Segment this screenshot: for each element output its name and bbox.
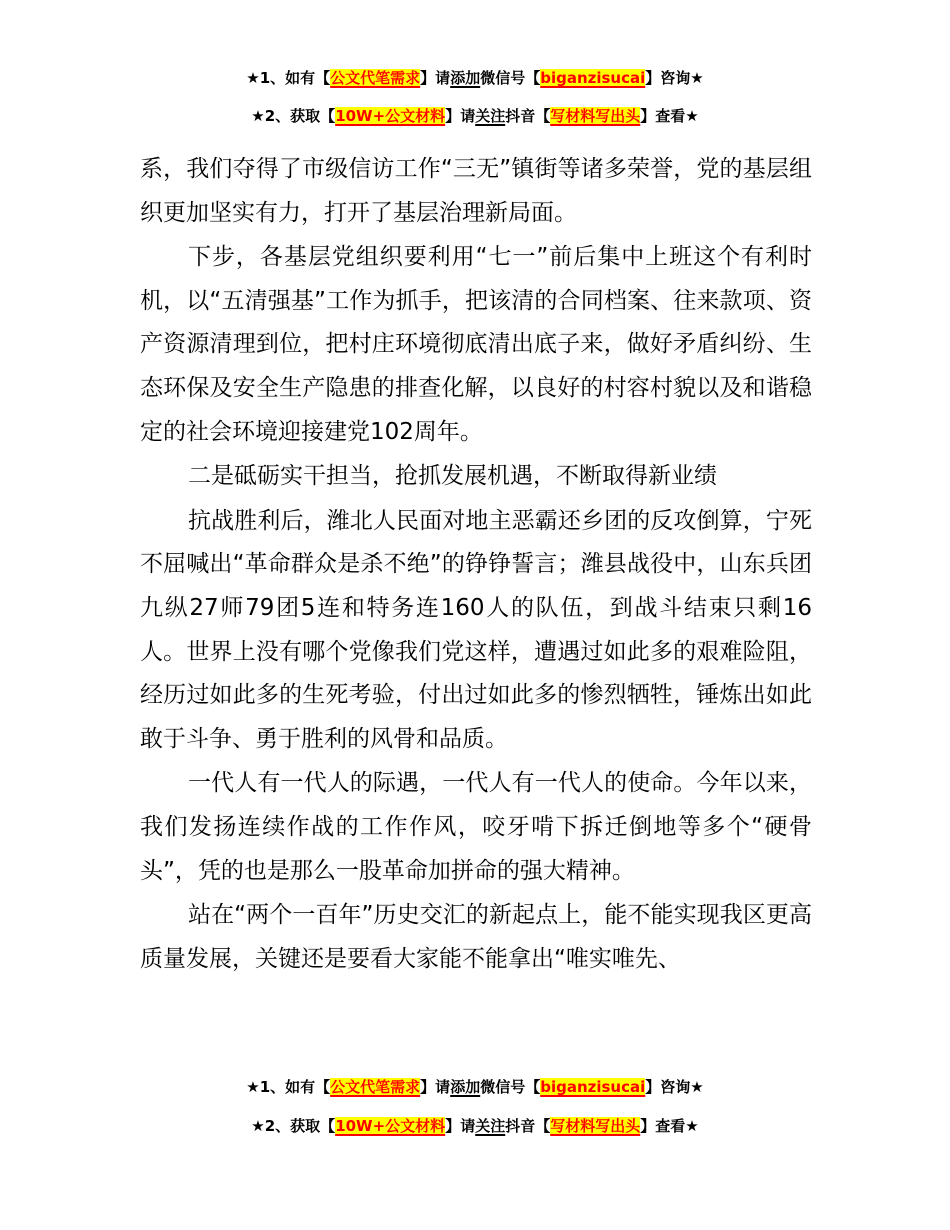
promo-text: 微信号【 [480,69,541,87]
add-underlined-text: 添加 [450,69,481,87]
document-body [140,148,812,982]
promo-text: 抖音【 [505,1117,551,1135]
promo-prefix: ★1、如有【 [246,1078,331,1096]
promo-text: 微信号【 [480,1078,541,1096]
body-paragraph: 系，我们夺得了市级信访工作“三无”镇街等诸多荣誉，党的基层组织更加坚实有力，打开了基层治理新局面。 [140,156,812,226]
promo-prefix: ★1、如有【 [246,69,331,87]
promo-text: 】请 [445,1117,476,1135]
body-paragraph: 下步，各基层党组织要利用“七一”前后集中上班这个有利时机，以“五清强基”工作为抓手，把该清的合同档案、往来款项、资产资源清理到位，把村庄环境彻底清出底子来，做好矛盾纠纷、生态环保及安全生产隐患的排查化解，以良好的村容村貌以及和谐稳定的社会环境迎接建党102周年。 [140,244,812,445]
promo-text: 】请 [420,69,451,87]
add-underlined-text: 添加 [450,1078,481,1096]
ghostwriting-service-highlight: 公文代笔需求 [330,1078,421,1096]
promo-suffix: 】咨询★ [645,1078,704,1096]
footer-promo-line-1 [0,1075,950,1099]
materials-highlight: 10W+公文材料 [335,1117,446,1135]
body-paragraph: 一代人有一代人的际遇，一代人有一代人的使命。今年以来，我们发扬连续作战的工作作风，咬牙啃下拆迁倒地等多个“硬骨头”，凭的也是那么一股革命加拼命的强大精神。 [140,770,812,884]
promo-suffix: 】查看★ [640,1117,699,1135]
body-paragraph: 站在“两个一百年”历史交汇的新起点上，能不能实现我区更高质量发展，关键还是要看大家能不能拿出“唯实唯先、 [140,902,812,972]
douyin-account-highlight: 写材料写出头 [550,107,641,125]
wechat-id-highlight: biganzisucai [540,69,646,87]
header-promo-line-1 [0,66,950,90]
promo-text: 】请 [445,107,476,125]
promo-prefix: ★2、获取【 [251,1117,336,1135]
header-promo-line-2 [0,104,950,128]
promo-suffix: 】查看★ [640,107,699,125]
ghostwriting-service-highlight: 公文代笔需求 [330,69,421,87]
footer-promo-line-2 [0,1114,950,1138]
douyin-account-highlight: 写材料写出头 [550,1117,641,1135]
promo-suffix: 】咨询★ [645,69,704,87]
promo-prefix: ★2、获取【 [251,107,336,125]
materials-highlight: 10W+公文材料 [335,107,446,125]
body-paragraph: 抗战胜利后，潍北人民面对地主恶霸还乡团的反攻倒算，宁死不屈喊出“革命群众是杀不绝”的铮铮誓言；潍县战役中，山东兵团九纵27师79团5连和特务连160人的队伍，到战斗结束只剩16人。世界上没有哪个党像我们党这样，遭遇过如此多的艰难险阻，经历过如此多的生死考验，付出过如此多的惨烈牺牲，锤炼出如此敢于斗争、勇于胜利的风骨和品质。 [140,507,812,752]
section-heading: 二是砥砺实干担当，抢抓发展机遇，不断取得新业绩 [188,463,717,490]
promo-text: 抖音【 [505,107,551,125]
wechat-id-highlight: biganzisucai [540,1078,646,1096]
promo-text: 】请 [420,1078,451,1096]
follow-underlined-text: 关注 [475,107,506,125]
follow-underlined-text: 关注 [475,1117,506,1135]
